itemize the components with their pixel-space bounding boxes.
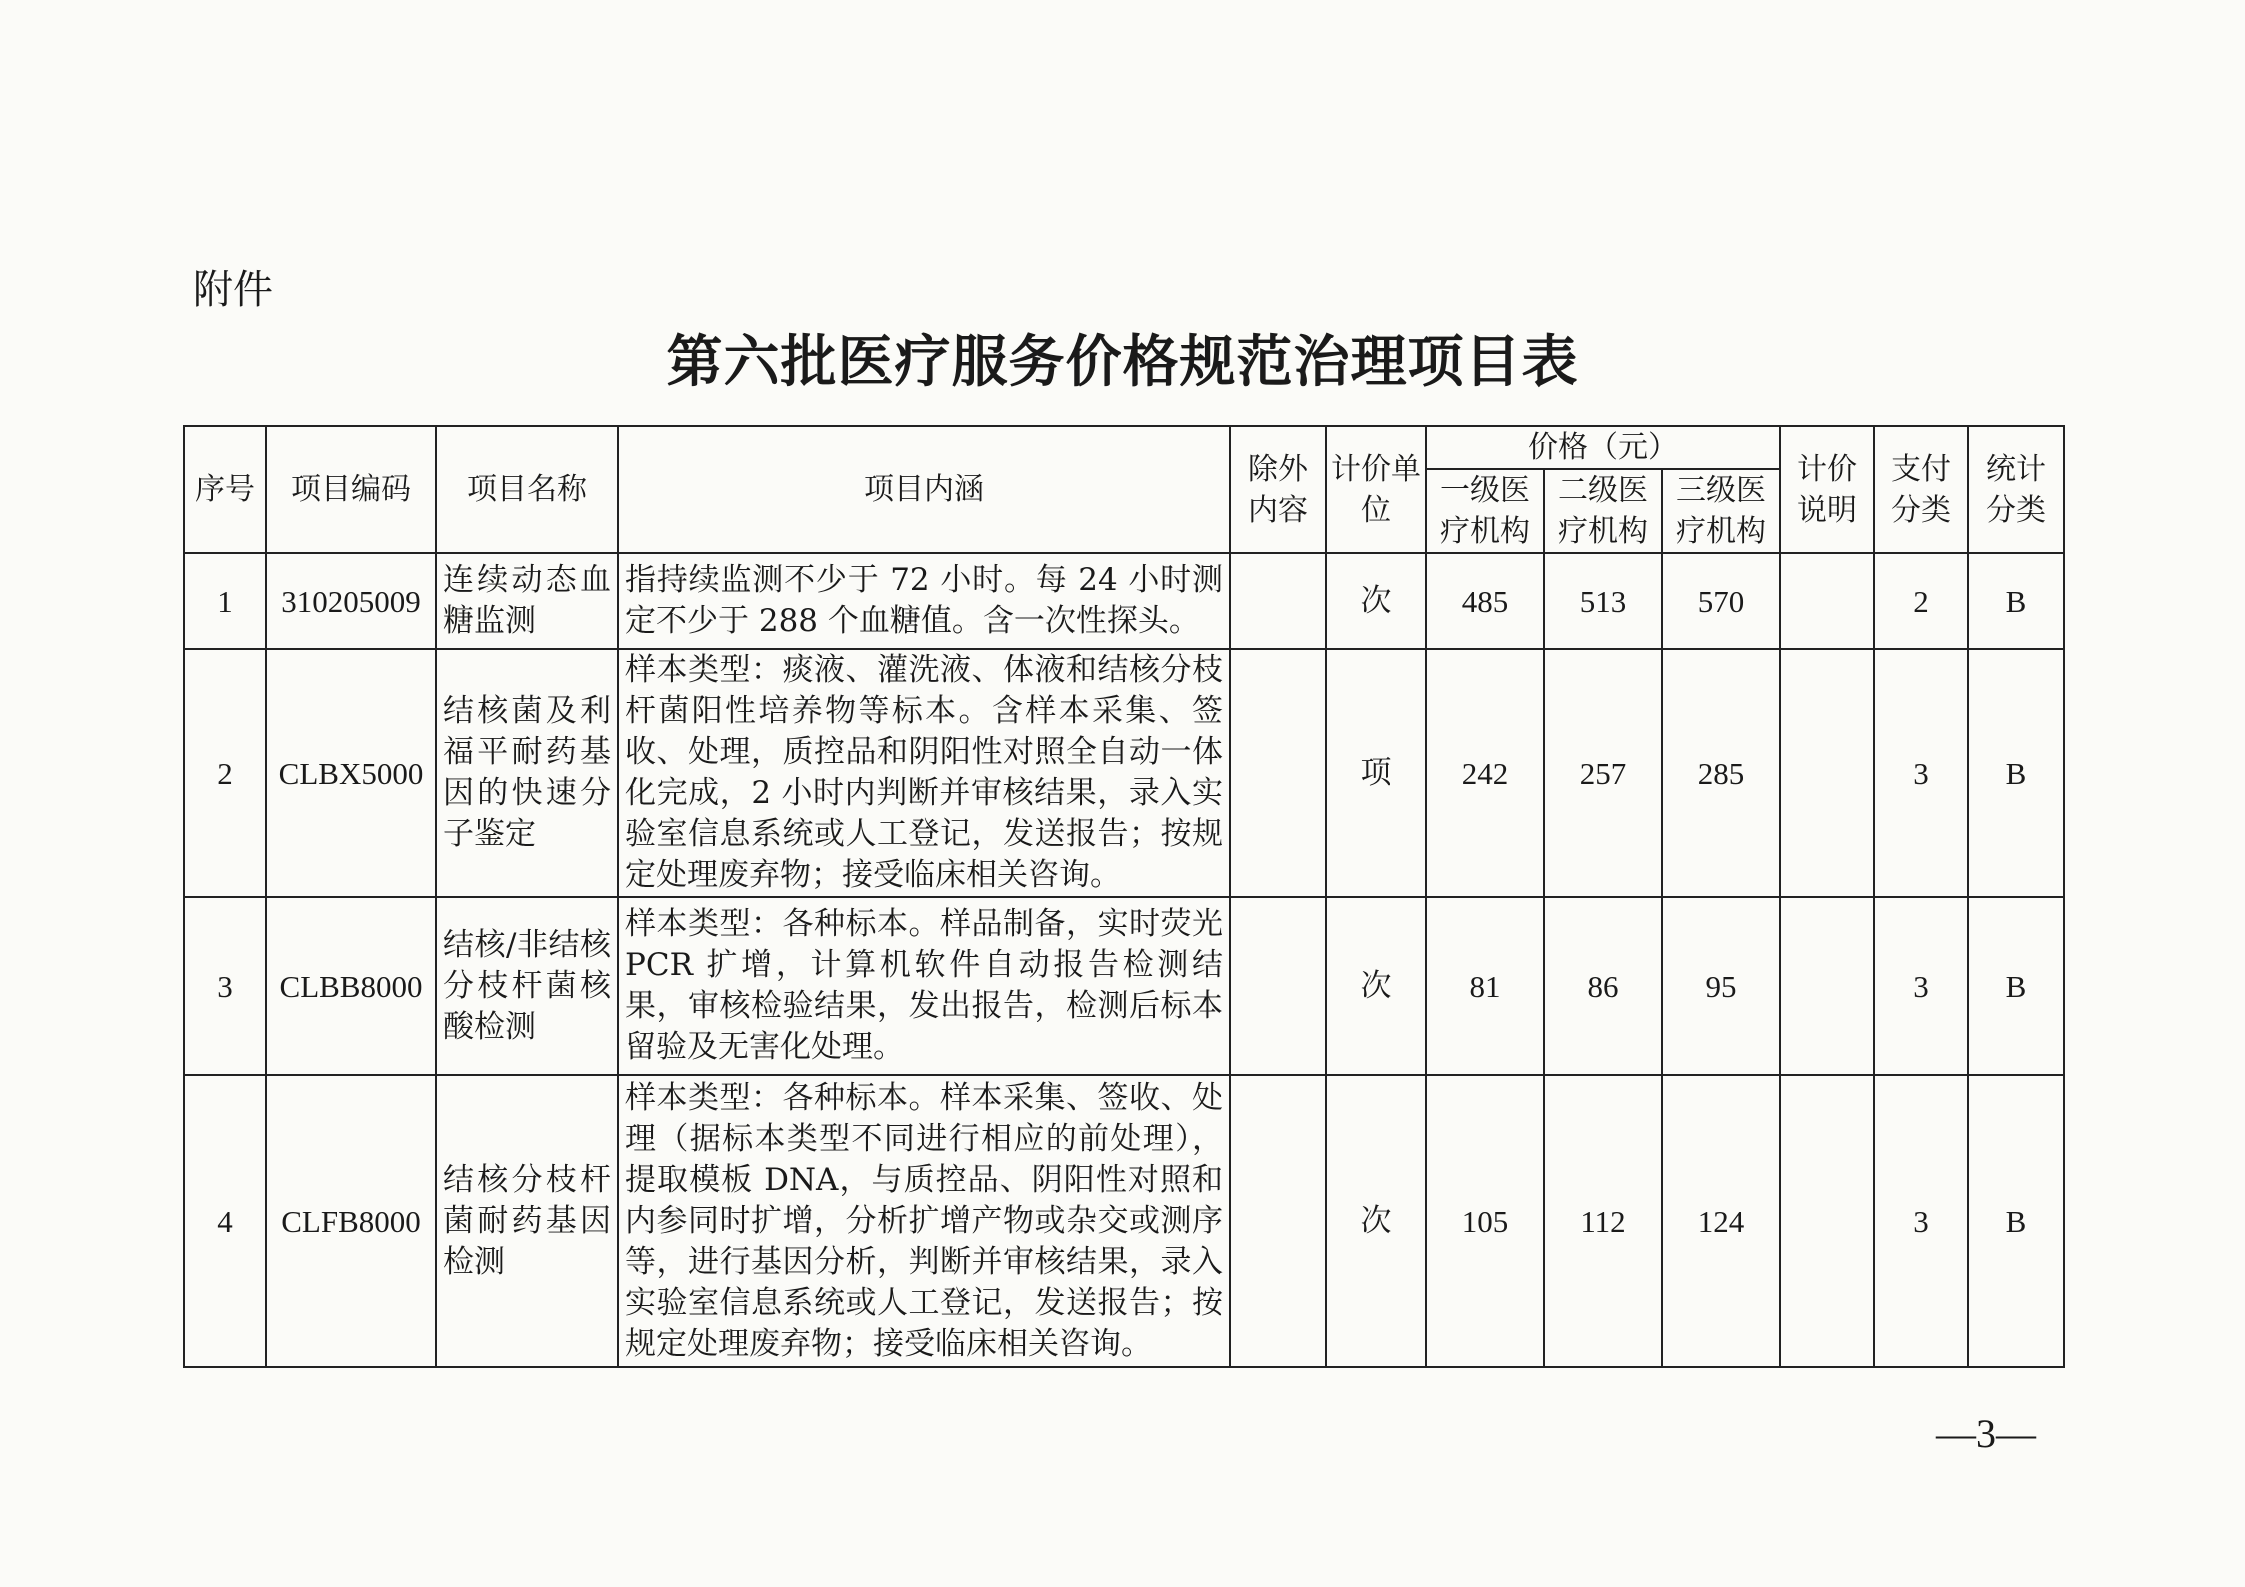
table-row (184, 553, 2064, 649)
row-price-l1: 485 (1426, 553, 1544, 649)
row-unit: 次 (1326, 897, 1426, 1075)
row-price-l3: 285 (1662, 649, 1780, 897)
row-except (1230, 1075, 1326, 1367)
header-code: 项目编码 (266, 426, 436, 553)
header-price-l2: 二级医疗机构 (1544, 469, 1662, 553)
row-except (1230, 897, 1326, 1075)
header-unit: 计价单位 (1326, 426, 1426, 553)
row-except (1230, 649, 1326, 897)
header-seq: 序号 (184, 426, 266, 553)
header-pay-class: 支付分类 (1874, 426, 1968, 553)
row-code: 310205009 (266, 553, 436, 649)
header-content: 项目内涵 (618, 426, 1230, 553)
row-unit: 次 (1326, 553, 1426, 649)
row-content: 样本类型：痰液、灌洗液、体液和结核分枝杆菌阳性培养物等标本。含样本采集、签收、处理，质控品和阴阳性对照全自动一体化完成，2 小时内判断并审核结果，录入实验室信息系统或人工登记，发送报告；按规定处理废弃物；接受临床相关咨询。 (618, 649, 1230, 897)
row-price-l1: 242 (1426, 649, 1544, 897)
row-content: 指持续监测不少于 72 小时。每 24 小时测定不少于 288 个血糖值。含一次性探头。 (618, 553, 1230, 649)
header-price-l1: 一级医疗机构 (1426, 469, 1544, 553)
header-except: 除外内容 (1230, 426, 1326, 553)
row-seq: 2 (184, 649, 266, 897)
row-seq: 1 (184, 553, 266, 649)
row-price-note (1780, 897, 1874, 1075)
row-price-l2: 257 (1544, 649, 1662, 897)
row-stat-class: B (1968, 649, 2064, 897)
row-seq: 4 (184, 1075, 266, 1367)
table-row (184, 1075, 2064, 1367)
row-stat-class: B (1968, 897, 2064, 1075)
table-row (184, 649, 2064, 897)
row-pay-class: 3 (1874, 1075, 1968, 1367)
header-price-note: 计价说明 (1780, 426, 1874, 553)
row-name: 结核/非结核分枝杆菌核酸检测 (436, 897, 618, 1075)
header-name: 项目名称 (436, 426, 618, 553)
header-price-l3: 三级医疗机构 (1662, 469, 1780, 553)
row-price-l1: 81 (1426, 897, 1544, 1075)
row-seq: 3 (184, 897, 266, 1075)
price-table (183, 425, 2065, 1368)
row-unit: 次 (1326, 1075, 1426, 1367)
row-price-l2: 86 (1544, 897, 1662, 1075)
row-pay-class: 3 (1874, 897, 1968, 1075)
row-price-l3: 570 (1662, 553, 1780, 649)
row-price-note (1780, 553, 1874, 649)
header-stat-class: 统计分类 (1968, 426, 2064, 553)
row-price-l2: 112 (1544, 1075, 1662, 1367)
header-price-group: 价格（元） (1426, 426, 1780, 469)
row-content: 样本类型：各种标本。样品制备，实时荧光 PCR 扩增，计算机软件自动报告检测结果，审核检验结果，发出报告，检测后标本留验及无害化处理。 (618, 897, 1230, 1075)
document-title: 第六批医疗服务价格规范治理项目表 (666, 330, 1579, 395)
row-price-l3: 95 (1662, 897, 1780, 1075)
row-stat-class: B (1968, 553, 2064, 649)
table-row (184, 897, 2064, 1075)
row-pay-class: 3 (1874, 649, 1968, 897)
row-stat-class: B (1968, 1075, 2064, 1367)
row-except (1230, 553, 1326, 649)
annex-label: 附件 (193, 267, 273, 313)
row-price-l3: 124 (1662, 1075, 1780, 1367)
page-number: —3— (1936, 1411, 2036, 1456)
row-unit: 项 (1326, 649, 1426, 897)
row-name: 连续动态血糖监测 (436, 553, 618, 649)
row-code: CLBB8000 (266, 897, 436, 1075)
row-code: CLFB8000 (266, 1075, 436, 1367)
row-price-l1: 105 (1426, 1075, 1544, 1367)
row-price-note (1780, 1075, 1874, 1367)
row-price-l2: 513 (1544, 553, 1662, 649)
row-name: 结核菌及利福平耐药基因的快速分子鉴定 (436, 649, 618, 897)
row-content: 样本类型：各种标本。样本采集、签收、处理（据标本类型不同进行相应的前处理），提取模板 DNA，与质控品、阴阳性对照和内参同时扩增，分析扩增产物或杂交或测序等，进行基因分析，判断并审核结果，录入实验室信息系统或人工登记，发送报告；按规定处理废弃物；接受临床相关咨询。 (618, 1075, 1230, 1367)
row-name: 结核分枝杆菌耐药基因检测 (436, 1075, 618, 1367)
row-pay-class: 2 (1874, 553, 1968, 649)
row-code: CLBX5000 (266, 649, 436, 897)
row-price-note (1780, 649, 1874, 897)
